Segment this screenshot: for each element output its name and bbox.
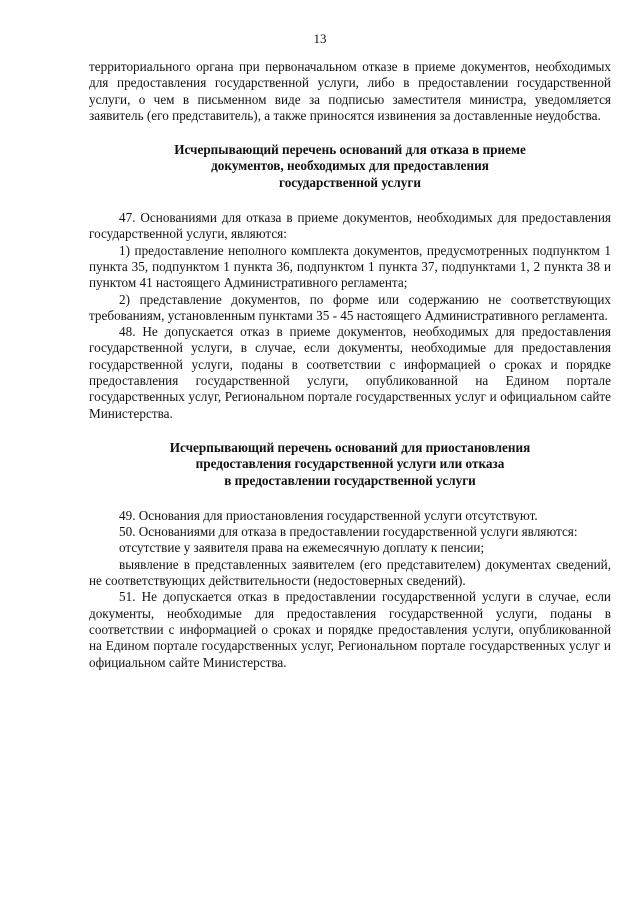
continuation-paragraph: территориального органа при первоначальном отказе в приеме документов, необходимых для предоставления государственной услуги, либо в предоставлении государственной услуги, о чем в письменном виде за подписью заместителя министра, уведомляется заявитель (его представитель), а также приносятся извинения за доставленные неудобства. [89, 59, 611, 123]
paragraph-49: 49. Основания для приостановления государственной услуги отсутствуют. [119, 507, 538, 523]
document-body [89, 59, 611, 671]
paragraph-48: 48. Не допускается отказ в приеме документов, необходимых для предоставления государственной услуги, в случае, если документы, необходимые для предоставления государственной услуги, поданы в соответствии с информацией о сроках и порядке предоставления государственной услуги, опубликованной на Едином портале государственных услуг, Региональном портале государственных услуг и официальном сайте Министерства. [89, 324, 611, 421]
paragraph-50-item-1: отсутствие у заявителя права на ежемесячную доплату к пенсии; [119, 540, 485, 556]
paragraph-50: 50. Основаниями для отказа в предоставлении государственной услуги являются: [119, 524, 578, 540]
heading-line: Исчерпывающий перечень оснований для отказа в приеме [174, 142, 526, 158]
heading-line: документов, необходимых для предоставления [211, 158, 489, 174]
section-heading-suspension-refusal [89, 440, 611, 489]
paragraph-50-item-2: выявление в представленных заявителем (его представителем) документах сведений, не соответствующих действительности (недостоверных сведений). [89, 556, 611, 589]
heading-line: государственной услуги [279, 174, 421, 190]
section-heading-refusal-documents [89, 142, 611, 191]
paragraph-47-item-2: 2) представление документов, по форме или содержанию не соответствующих требованиям, установленным пунктами 35 - 45 настоящего Административного регламента. [89, 291, 611, 323]
heading-line: Исчерпывающий перечень оснований для приостановления [169, 439, 531, 455]
heading-line: предоставления государственной услуги или отказа [195, 456, 505, 472]
page-number: 13 [313, 31, 327, 46]
paragraph-51: 51. Не допускается отказ в предоставлении государственной услуги в случае, если документы, необходимые для предоставления государственной услуги, поданы в соответствии с информацией о сроках и порядке предоставления услуги, опубликованной на Едином портале государственных услуг, Региональном портале государственных услуг и официальном сайте Министерства. [89, 589, 611, 670]
paragraph-47: 47. Основаниями для отказа в приеме документов, необходимых для предоставления государственной услуги, являются: [89, 210, 611, 242]
heading-line: в предоставлении государственной услуги [224, 472, 476, 488]
paragraph-47-item-1: 1) предоставление неполного комплекта документов, предусмотренных подпунктом 1 пункта 35, подпунктом 1 пункта 36, подпунктом 1 пункта 37, подпунктами 1, 2 пункта 38 и пунктом 41 настоящего Административного регламента; [89, 242, 611, 291]
